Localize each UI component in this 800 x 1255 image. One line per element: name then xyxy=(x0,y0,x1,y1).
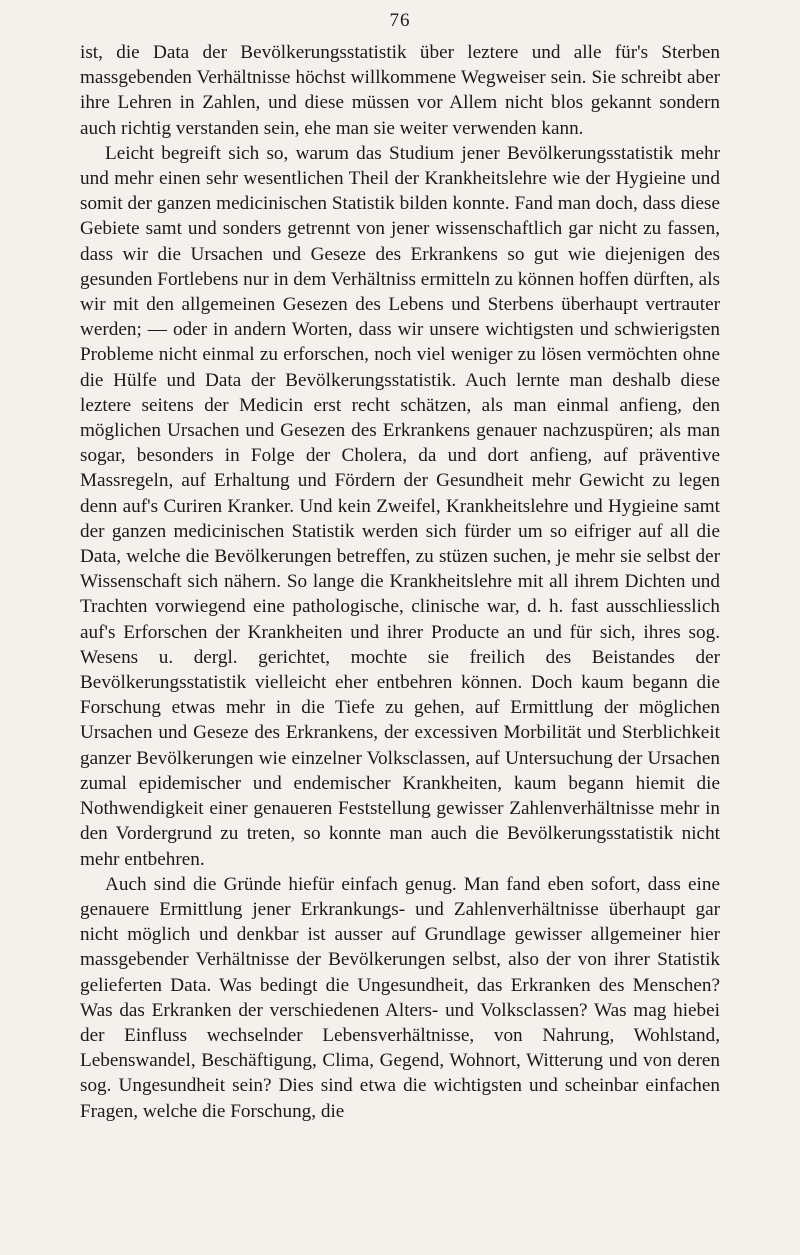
page-number: 76 xyxy=(389,10,411,31)
paragraph-1: ist, die Data der Bevölkerungsstatistik über leztere und alle für's Sterben massgebenden Verhältnisse höchst willkommene Wegweiser sein. Sie schreibt aber ihre Lehren in Zahlen, und diese müssen vor Allem nicht blos gekannt sondern auch richtig verstanden sein, ehe man sie weiter verwenden kann. xyxy=(80,42,720,139)
paragraph-3: Auch sind die Gründe hiefür einfach genug. Man fand eben sofort, dass eine genauere Ermittlung jener Erkrankungs- und Zahlenverhältnisse überhaupt gar nicht möglich und denkbar ist ausser auf Grundlage gewisser allgemeiner hier massgebender Verhältnisse der Bevölkerungen selbst, also der von ihrer Statistik gelieferten Data. Was bedingt die Ungesundheit, das Erkranken des Menschen? Was das Erkranken der verschiedenen Alters- und Volksclassen? Was mag hiebei der Einfluss wechselnder Lebensverhältnisse, von Nahrung, Wohlstand, Lebenswandel, Beschäftigung, Clima, Gegend, Wohnort, Witterung und von deren sog. Ungesundheit sein? Dies sind etwa die wichtigsten und scheinbar einfachen Fragen, welche die Forschung, die xyxy=(80,873,720,1122)
paragraph-2: Leicht begreift sich so, warum das Studium jener Bevölkerungsstatistik mehr und mehr einen sehr wesentlichen Theil der Krankheitslehre wie der Hygieine und somit der ganzen medicinischen Statistik bilden konnte. Fand man doch, dass diese Gebiete samt und sonders getrennt von jener wissenschaftlich gar nicht zu fassen, dass wir die Ursachen und Geseze des Erkrankens so gut wie diejenigen des gesunden Fortlebens nur in dem Verhältniss ermitteln zu können hoffen dürften, als wir mit den allgemeinen Gesezen des Lebens und Sterbens überhaupt vertrauter werden; — oder in andern Worten, dass wir unsere wichtigsten und schwierigsten Probleme nicht einmal zu erforschen, noch viel weniger zu lösen vermöchten ohne die Hülfe und Data der Bevölkerungsstatistik. Auch lernte man deshalb diese leztere seitens der Medicin erst recht schätzen, als man einmal anfieng, den möglichen Ursachen und Gesezen des Erkrankens genauer nachzuspüren; als man sogar, besonders in Folge der Cholera, da und dort anfieng, auf präventive Massregeln, auf Erhaltung und Fördern der Gesundheit mehr Gewicht zu legen denn auf's Curiren Kranker. Und kein Zweifel, Krankheitslehre und Hygieine samt der ganzen medicinischen Statistik werden sich fürder um so eifriger auf all die Data, welche die Bevölkerungen betreffen, zu stüzen suchen, je mehr sie selbst der Wissenschaft sich nähern. So lange die Krankheitslehre mit all ihrem Dichten und Trachten vorwiegend eine pathologische, clinische war, d. h. fast ausschliesslich auf's Erforschen der Krankheiten und ihrer Producte an und für sich, ihres sog. Wesens u. dergl. gerichtet, mochte sie freilich des Beistandes der Bevölkerungsstatistik vielleicht eher entbehren können. Doch kaum begann die Forschung etwas mehr in die Tiefe zu gehen, auf Ermittlung der möglichen Ursachen und Geseze des Erkrankens, der excessiven Morbilität und Sterblichkeit ganzer Bevölkerungen wie einzelner Volksclassen, auf Untersuchung der Ursachen zumal epidemischer und endemischer Krankheiten, kaum begann hiemit die Nothwendigkeit einer genaueren Feststellung gewisser Zahlenverhältnisse mehr in den Vordergrund zu treten, so konnte man auch die Bevölkerungsstatistik nicht mehr entbehren. xyxy=(80,142,720,870)
body-text xyxy=(80,40,720,1124)
